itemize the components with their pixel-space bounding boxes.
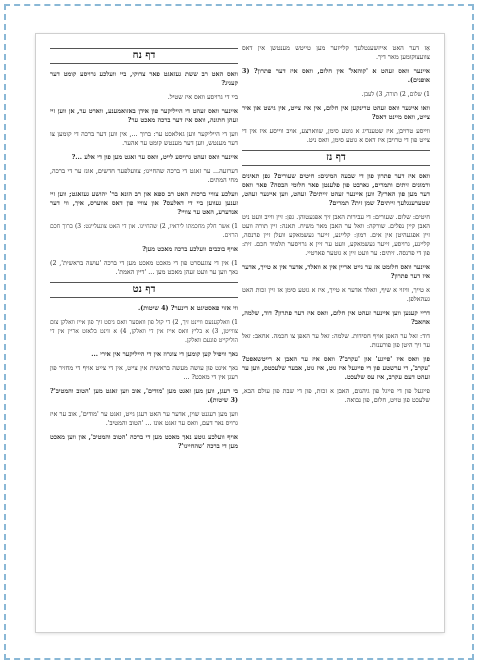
left-answer-1: ביי די גרויסע וואס איז שטיל. (167, 93, 238, 101)
left-answer-3: דערזעה... ער זאגט די ברכה שהחיינו; צוועלפער חדשים, אונז ער די ברכה, מחי המתים. (50, 167, 238, 184)
intro-question-1: איינער וואס זעהט א 'קוהאל' אין חלום, וואס איז דער פתרון? (3 אופנים). (242, 67, 430, 84)
intro-answer-2: ווייסע טרויבן, איז שטענדיג א גוטע סימן, שווארצע, אויב ווייסע איז אין די צייט פון די טרויבן איז דאס א גוטע סימן, וואס ניט. (242, 127, 430, 144)
left2-question-3: בי רעגן, ווען מען זאגט מען 'מודים', אוב ווען זאגט מען 'הטוב והמטיב'? (3 שיטות). (50, 387, 238, 404)
intro-question-2: וואו איינער וואס זעהט טרינקען אין חלום, אין איז צייט, אין גישט און איר צייט, וואס מיינט דאס? (242, 104, 430, 121)
left2-answer-1: 1) וואלקענעס וויינט זיך, 2) די קול פון וואסער וואס גיסט זיך פון אייז וואלקן צום צווייטן, 3) א בליץ וואס אייז אין די וואלקן, 4) א ווינט בלאזט אריין אין די הוליקייט פונעם וואלקן. (50, 319, 239, 344)
lower-question-2: פון וואס איז 'פייגע' און 'עקרב'? וואס איז ער האבן א רייטשאפט? 'עקרב', די ערשטע פון די פייגעל איז גוט, איז גוט, אבער שלעכטס, ווען ער זעהט דעם עקרב, איז עס שלעכט. (242, 355, 430, 381)
lower-answer-1: דוד: זאל ער האפן אויף חסידות. שלמה: זאל ער האפן צו חכמה. אחאב: זאל ער זיך היטן פון פורענות. (242, 332, 430, 349)
left-question-4: וועלכע צוויי ברכות האט רב ספא און רב הונא בר' יהושע געזאגט; ווען זיי זענען געווען ביי די דאלעס? און צוויי פון דאס אווערס, איך, ווי דער אנדערע, האט ער צוויי? (50, 190, 238, 216)
daf-heading-59: דף נט (50, 282, 238, 298)
left-answer-4: 1) אשר חלק מחכמתו ליראיו, 2) שהחיינו. און די האט צוגעליינט: 3) ברוך חכם הרזים. (50, 223, 238, 239)
left-question-5: אויף בוכבים וועלכע ברכה מאכט מען? (142, 245, 238, 253)
left2-answer-2: נאך אינט פון עושה מעשה בראשית אין צייט, אין די צייט אויף די מחזיר פון רעגן אין די מאכט? ... (50, 364, 238, 381)
daf-heading-57: דף נז (242, 150, 430, 166)
left2-answer-3: ווען מען רעגנט שוין, אדער ער האט רעגן גייט, זאגט ער 'מודים', אוב ער איז גרויס נאר דעם, וואס ער זאגט אונז ... 'הטוב והמטיב'. (50, 410, 238, 427)
daf-heading-58: דף נח (50, 48, 238, 64)
left2-question-4: אויף וועלכע גוטע נאך מאכט מען די ברכה 'הטוב והמטיב', און ווען מאכט מען די ברכה 'שהחיינו'? (50, 433, 238, 450)
left-question-1: וואס האט רב ששת געזאגט פאר צדוקי, ביי וועלכע גרויסע קומט דער קעניג? (50, 70, 238, 87)
lower-question-1: דריי קענען ווען איינער זעהט אין חלום, וואס איז דער פתרון? דוד, שלמה, אחאב? (242, 309, 430, 326)
left2-question-1: ווי אזוי פאסטיגט א דינער? (4 שיטות). (138, 304, 238, 312)
body-answer-1: חיטים: שלום. שעורים: די עבירות האבן זיך אפגעטוהן. גפן: זיין ווייב וועט ניט האבן קיין נפלים. שורקה: וואל ער האבן מאר משיח. תאנה: זיין תורה וועט זיין אפגעהיטן אין אים. רמון: קליינע, זייער געשמאקע וועלן זיין פרנסה, קליינע, גרויסע, זייער געשמאקע, וועט ער זיין א גרויסער תלמיד חכם. זית: פון די פרנסה. זיתים: ער וועט זיין א גוטער פארטיי. (242, 213, 430, 257)
left-question-3: איינער וואס זעהט גרויסע לייט, וואס ער זאגט מען פון די אלע ...? (71, 153, 238, 161)
left-column (50, 44, 238, 456)
left-answer-5: 1) אין די צוגעסרט פון די מאכט מאכט מען די ברכה 'עושה בראשית', 2) נאך ווען ער וועט זעהן מאכט מען ... 'דיין האמת'. (50, 259, 238, 276)
left-answer-2: ווען די הייליקער ווען גאלאכט ער: ברוך ..., אין ווען דער ברכה די קומען צו דער מענטש, ווען דער מענטש קומט ער אהער. (50, 130, 238, 147)
document-page (36, 34, 444, 632)
left2-question-2: נאך וויפיל קען קומען די צוגרוז אין די הייליקער אין אירי ... (91, 350, 238, 358)
body-answer-2: א טייך, וויזוי א שיף, וואלד אדער א טייך, איז א גוטע סימן אז זיין זכות האט געהאלפן. (242, 286, 430, 303)
body-question-1: וואס איז דער פתרון פון די שבעה המינים: חיטים שעורים? גפן תאינים ורמונים זיתים ותמרים, גארבט פון פלענטן פאר חלומי הבסה? פאר וואס דער מען פון הארץ? ווען איינער זעהט זייתים? זעהט, ווען איינער זעהט, שטערענגלעך זייתים? שמן זית? תמרים? (242, 172, 430, 207)
lower-answer-2: פייגעל פון די פייגל פון גיהנום, האבן א זכות, פון די שבת פון עולם הבא, שלעכט פון טויט, חלום, פון נבואה. (242, 387, 430, 404)
left-question-2: איינער וואס זעהט די הייליקער פון אידן באזואמענע, ווארט ער, אן ווען זיי זעהן חתונה, וואס איז דער ברכה מאכט ער? (50, 107, 238, 124)
intro-text-1: אַז דער האט אייזשענטלעך קלייזער מען טייטש מענטשן אין דאס צוועצוקומען מאר דיך. (242, 44, 430, 61)
body-question-2: איינער וואס חלומט אז ער גייט אריין אין א וואלד, אדער אין א טייך, אדער איז דער פתרון? (242, 263, 430, 280)
intro-answer-1: 1) שלום, 2) תורה, 3) לעבן. (361, 91, 430, 98)
right-column (242, 44, 430, 410)
